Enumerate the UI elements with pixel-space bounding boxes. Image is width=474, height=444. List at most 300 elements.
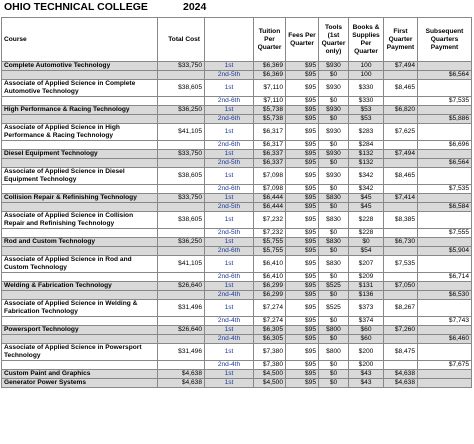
cell-term: 1st: [205, 379, 254, 388]
cell-tuition: $7,274: [254, 317, 286, 326]
col-subsequent-payment: Subsequent Quarters Payment: [418, 18, 472, 62]
cell-tools: $0: [319, 141, 349, 150]
cell-subsequent-payment: $6,564: [418, 71, 472, 80]
col-tuition: Tuition Per Quarter: [254, 18, 286, 62]
cell-books: $342: [349, 185, 384, 194]
cell-first-payment: [384, 247, 418, 256]
cell-term: 2nd-5th: [205, 159, 254, 168]
col-first-payment: First Quarter Payment: [384, 18, 418, 62]
table-row: [2, 300, 472, 317]
cell-books: $132: [349, 150, 384, 159]
cell-first-payment: $8,475: [384, 344, 418, 361]
cell-term: 1st: [205, 194, 254, 203]
cell-tools: $0: [319, 159, 349, 168]
cell-subsequent-payment: $7,555: [418, 229, 472, 238]
cell-course: Powersport Technology: [2, 326, 158, 335]
cell-course: [2, 291, 158, 300]
cell-course: Associate of Applied Science in Welding & Fabrication Technology: [2, 300, 158, 317]
cell-course: [2, 247, 158, 256]
cell-subsequent-payment: [418, 168, 472, 185]
cell-first-payment: [384, 291, 418, 300]
cell-tuition: $4,500: [254, 370, 286, 379]
cell-subsequent-payment: [418, 379, 472, 388]
cell-subsequent-payment: [418, 238, 472, 247]
cell-tools: $0: [319, 370, 349, 379]
cell-first-payment: $6,730: [384, 238, 418, 247]
cell-first-payment: [384, 71, 418, 80]
cell-subsequent-payment: [418, 150, 472, 159]
cell-course: Associate of Applied Science in Powersport Technology: [2, 344, 158, 361]
cell-first-payment: [384, 335, 418, 344]
cell-first-payment: [384, 159, 418, 168]
table-row: [2, 106, 472, 115]
page-header: [0, 0, 474, 17]
cell-first-payment: $4,638: [384, 370, 418, 379]
cell-tools: $0: [319, 115, 349, 124]
cell-term: 1st: [205, 168, 254, 185]
cell-term: 1st: [205, 238, 254, 247]
cell-course: [2, 229, 158, 238]
cell-books: $0: [349, 238, 384, 247]
cell-books: $283: [349, 124, 384, 141]
cell-tools: $0: [319, 71, 349, 80]
table-row: [2, 71, 472, 80]
cell-first-payment: [384, 317, 418, 326]
cell-fees: $95: [286, 291, 319, 300]
cell-subsequent-payment: $6,564: [418, 159, 472, 168]
cell-fees: $95: [286, 194, 319, 203]
cell-books: $43: [349, 370, 384, 379]
cell-subsequent-payment: [418, 282, 472, 291]
cell-first-payment: $4,638: [384, 379, 418, 388]
cell-first-payment: $7,494: [384, 62, 418, 71]
table-row: [2, 150, 472, 159]
cell-fees: $95: [286, 124, 319, 141]
cell-tools: $0: [319, 203, 349, 212]
cell-total-cost: $33,750: [158, 150, 205, 159]
cell-tools: $930: [319, 106, 349, 115]
cell-books: $228: [349, 229, 384, 238]
cell-fees: $95: [286, 80, 319, 97]
cell-course: Complete Automotive Technology: [2, 62, 158, 71]
cell-tools: $0: [319, 247, 349, 256]
cell-subsequent-payment: $7,675: [418, 361, 472, 370]
cell-tuition: $7,232: [254, 229, 286, 238]
cell-fees: $95: [286, 370, 319, 379]
cell-course: Associate of Applied Science in High Performance & Racing Technology: [2, 124, 158, 141]
cell-tools: $0: [319, 379, 349, 388]
year-label: 2024: [183, 1, 207, 13]
table-row: [2, 62, 472, 71]
table-row: [2, 317, 472, 326]
cell-term: 2nd-4th: [205, 361, 254, 370]
cell-books: $60: [349, 335, 384, 344]
cell-subsequent-payment: [418, 370, 472, 379]
cell-subsequent-payment: [418, 194, 472, 203]
cell-books: $200: [349, 344, 384, 361]
cell-total-cost: [158, 203, 205, 212]
cell-tools: $930: [319, 62, 349, 71]
cell-tools: $830: [319, 256, 349, 273]
cell-subsequent-payment: [418, 326, 472, 335]
cell-fees: $95: [286, 344, 319, 361]
cell-total-cost: [158, 361, 205, 370]
col-tools: Tools (1st Quarter only): [319, 18, 349, 62]
table-row: [2, 344, 472, 361]
cell-subsequent-payment: $7,535: [418, 97, 472, 106]
cell-course: Custom Paint and Graphics: [2, 370, 158, 379]
cell-total-cost: $4,638: [158, 370, 205, 379]
table-row: [2, 203, 472, 212]
table-row: [2, 97, 472, 106]
cell-tuition: $6,317: [254, 141, 286, 150]
cell-fees: $95: [286, 62, 319, 71]
cell-tuition: $7,380: [254, 344, 286, 361]
cell-tuition: $7,232: [254, 212, 286, 229]
cell-subsequent-payment: [418, 212, 472, 229]
table-row: [2, 256, 472, 273]
cell-tools: $0: [319, 291, 349, 300]
table-row: [2, 168, 472, 185]
cell-first-payment: $8,267: [384, 300, 418, 317]
cell-books: $45: [349, 194, 384, 203]
cell-fees: $95: [286, 238, 319, 247]
cell-fees: $95: [286, 300, 319, 317]
cell-course: Rod and Custom Technology: [2, 238, 158, 247]
cell-fees: $95: [286, 71, 319, 80]
cell-term: 2nd-4th: [205, 291, 254, 300]
cell-books: $132: [349, 159, 384, 168]
cell-course: Welding & Fabrication Technology: [2, 282, 158, 291]
cell-tuition: $7,110: [254, 80, 286, 97]
cell-fees: $95: [286, 141, 319, 150]
cell-subsequent-payment: [418, 300, 472, 317]
school-name: OHIO TECHNICAL COLLEGE: [4, 1, 148, 13]
cell-tuition: $5,755: [254, 238, 286, 247]
cell-course: [2, 141, 158, 150]
cell-first-payment: [384, 203, 418, 212]
cell-tuition: $7,110: [254, 97, 286, 106]
cell-first-payment: $8,465: [384, 168, 418, 185]
cell-books: $228: [349, 212, 384, 229]
cell-subsequent-payment: [418, 80, 472, 97]
cell-tuition: $6,299: [254, 291, 286, 300]
cell-subsequent-payment: [418, 106, 472, 115]
cell-fees: $95: [286, 256, 319, 273]
cell-books: 100: [349, 62, 384, 71]
cell-term: 1st: [205, 62, 254, 71]
cell-term: 2nd-6th: [205, 141, 254, 150]
cell-subsequent-payment: $7,535: [418, 185, 472, 194]
cell-fees: $95: [286, 317, 319, 326]
cell-books: 100: [349, 71, 384, 80]
cell-term: 1st: [205, 150, 254, 159]
table-row: [2, 229, 472, 238]
cell-term: 2nd-4th: [205, 335, 254, 344]
cell-tuition: $6,369: [254, 71, 286, 80]
cell-term: 2nd-5th: [205, 71, 254, 80]
cell-total-cost: $26,640: [158, 326, 205, 335]
table-row: [2, 379, 472, 388]
cell-term: 2nd-5th: [205, 229, 254, 238]
cell-total-cost: $36,250: [158, 238, 205, 247]
table-row: [2, 282, 472, 291]
cell-tools: $930: [319, 150, 349, 159]
col-fees: Fees Per Quarter: [286, 18, 319, 62]
cell-fees: $95: [286, 282, 319, 291]
cell-total-cost: [158, 71, 205, 80]
cell-tuition: $7,098: [254, 168, 286, 185]
cell-total-cost: [158, 159, 205, 168]
cell-tuition: $5,738: [254, 115, 286, 124]
cell-books: $200: [349, 361, 384, 370]
cell-books: $53: [349, 106, 384, 115]
cell-first-payment: [384, 185, 418, 194]
cell-fees: $95: [286, 273, 319, 282]
cell-fees: $95: [286, 247, 319, 256]
cell-total-cost: [158, 141, 205, 150]
cell-course: [2, 361, 158, 370]
col-term: [205, 18, 254, 62]
cell-course: [2, 203, 158, 212]
cell-term: 2nd-6th: [205, 185, 254, 194]
cell-tuition: $6,305: [254, 335, 286, 344]
cell-subsequent-payment: [418, 344, 472, 361]
cell-tuition: $6,337: [254, 159, 286, 168]
cell-term: 1st: [205, 80, 254, 97]
cell-books: $209: [349, 273, 384, 282]
cell-books: $53: [349, 115, 384, 124]
cell-first-payment: $7,260: [384, 326, 418, 335]
cell-course: [2, 273, 158, 282]
cell-tools: $830: [319, 212, 349, 229]
cell-term: 2nd-4th: [205, 317, 254, 326]
cell-tuition: $4,500: [254, 379, 286, 388]
table-row: [2, 247, 472, 256]
cell-tuition: $6,410: [254, 256, 286, 273]
col-total-cost: Total Cost: [158, 18, 205, 62]
cell-tuition: $6,337: [254, 150, 286, 159]
cell-fees: $95: [286, 168, 319, 185]
cell-fees: $95: [286, 159, 319, 168]
cell-tools: $0: [319, 273, 349, 282]
cell-term: 2nd-6th: [205, 115, 254, 124]
table-row: [2, 335, 472, 344]
cell-term: 1st: [205, 282, 254, 291]
table-row: [2, 326, 472, 335]
table-row: [2, 80, 472, 97]
cell-total-cost: $41,105: [158, 124, 205, 141]
cell-tuition: $5,755: [254, 247, 286, 256]
cell-term: 1st: [205, 124, 254, 141]
cell-books: $373: [349, 300, 384, 317]
cell-books: $284: [349, 141, 384, 150]
cell-course: [2, 335, 158, 344]
cell-term: 2nd-6th: [205, 97, 254, 106]
cell-course: Associate of Applied Science in Diesel Equipment Technology: [2, 168, 158, 185]
cell-tuition: $5,738: [254, 106, 286, 115]
cell-tools: $930: [319, 168, 349, 185]
cell-term: 1st: [205, 370, 254, 379]
cell-term: 2nd-6th: [205, 273, 254, 282]
cell-tools: $0: [319, 335, 349, 344]
cell-total-cost: $31,496: [158, 344, 205, 361]
cell-books: $54: [349, 247, 384, 256]
cell-course: [2, 317, 158, 326]
cell-total-cost: $38,605: [158, 80, 205, 97]
cell-total-cost: $31,496: [158, 300, 205, 317]
cell-fees: $95: [286, 335, 319, 344]
cell-total-cost: $26,640: [158, 282, 205, 291]
cell-total-cost: [158, 185, 205, 194]
cell-subsequent-payment: $6,714: [418, 273, 472, 282]
cell-course: Associate of Applied Science in Rod and Custom Technology: [2, 256, 158, 273]
cell-first-payment: $8,385: [384, 212, 418, 229]
cell-tools: $0: [319, 229, 349, 238]
cell-tools: $830: [319, 194, 349, 203]
table-row: [2, 361, 472, 370]
cell-first-payment: $7,050: [384, 282, 418, 291]
cell-tools: $930: [319, 124, 349, 141]
cell-books: $374: [349, 317, 384, 326]
cell-tuition: $6,369: [254, 62, 286, 71]
cell-term: 1st: [205, 344, 254, 361]
cell-term: 1st: [205, 106, 254, 115]
cell-first-payment: $7,625: [384, 124, 418, 141]
cell-first-payment: [384, 229, 418, 238]
cell-fees: $95: [286, 229, 319, 238]
cell-subsequent-payment: [418, 256, 472, 273]
cell-total-cost: $38,605: [158, 168, 205, 185]
cell-fees: $95: [286, 106, 319, 115]
cell-tools: $800: [319, 344, 349, 361]
cell-tools: $525: [319, 282, 349, 291]
cell-course: Associate of Applied Science in Complete Automotive Technology: [2, 80, 158, 97]
cell-fees: $95: [286, 150, 319, 159]
cell-books: $45: [349, 203, 384, 212]
cell-books: $131: [349, 282, 384, 291]
cell-subsequent-payment: $6,584: [418, 203, 472, 212]
cell-tuition: $7,274: [254, 300, 286, 317]
cell-first-payment: $8,465: [384, 80, 418, 97]
cell-tuition: $6,444: [254, 194, 286, 203]
cell-fees: $95: [286, 212, 319, 229]
cell-term: 1st: [205, 326, 254, 335]
cell-subsequent-payment: [418, 124, 472, 141]
cell-tools: $525: [319, 300, 349, 317]
cell-subsequent-payment: $6,696: [418, 141, 472, 150]
cell-course: Collision Repair & Refinishing Technology: [2, 194, 158, 203]
cell-total-cost: [158, 317, 205, 326]
cell-term: 1st: [205, 212, 254, 229]
cell-subsequent-payment: $5,886: [418, 115, 472, 124]
cell-first-payment: $7,494: [384, 150, 418, 159]
cell-total-cost: [158, 335, 205, 344]
cell-fees: $95: [286, 97, 319, 106]
table-row: [2, 238, 472, 247]
cell-total-cost: [158, 115, 205, 124]
cell-total-cost: [158, 273, 205, 282]
table-row: [2, 124, 472, 141]
cell-term: 1st: [205, 300, 254, 317]
table-row: [2, 141, 472, 150]
cell-first-payment: [384, 141, 418, 150]
cell-books: $330: [349, 80, 384, 97]
cell-subsequent-payment: $7,743: [418, 317, 472, 326]
cell-first-payment: $7,535: [384, 256, 418, 273]
cell-total-cost: $36,250: [158, 106, 205, 115]
cell-tools: $0: [319, 361, 349, 370]
col-books: Books & Supplies Per Quarter: [349, 18, 384, 62]
cell-books: $342: [349, 168, 384, 185]
cell-course: Diesel Equipment Technology: [2, 150, 158, 159]
cell-total-cost: $33,750: [158, 194, 205, 203]
cell-tools: $0: [319, 185, 349, 194]
cell-course: Generator Power Systems: [2, 379, 158, 388]
table-row: [2, 212, 472, 229]
cell-subsequent-payment: $6,460: [418, 335, 472, 344]
cell-total-cost: [158, 97, 205, 106]
cell-books: $330: [349, 97, 384, 106]
cell-term: 2nd-6th: [205, 247, 254, 256]
cell-tuition: $6,410: [254, 273, 286, 282]
cell-tools: $800: [319, 326, 349, 335]
cell-fees: $95: [286, 326, 319, 335]
cell-fees: $95: [286, 379, 319, 388]
cell-course: [2, 115, 158, 124]
cell-course: Associate of Applied Science in Collision Repair and Refinishing Technology: [2, 212, 158, 229]
cell-tuition: $7,098: [254, 185, 286, 194]
cell-subsequent-payment: $6,530: [418, 291, 472, 300]
table-row: [2, 291, 472, 300]
cell-first-payment: $6,820: [384, 106, 418, 115]
cell-course: [2, 185, 158, 194]
table-row: [2, 185, 472, 194]
cell-total-cost: $41,105: [158, 256, 205, 273]
cell-term: 2nd-5th: [205, 203, 254, 212]
cell-tuition: $7,380: [254, 361, 286, 370]
cell-fees: $95: [286, 203, 319, 212]
tuition-table: [1, 17, 472, 388]
cell-course: High Performance & Racing Technology: [2, 106, 158, 115]
cell-total-cost: $38,605: [158, 212, 205, 229]
table-row: [2, 159, 472, 168]
col-course: Course: [2, 18, 158, 62]
table-row: [2, 370, 472, 379]
cell-first-payment: [384, 115, 418, 124]
cell-total-cost: $4,638: [158, 379, 205, 388]
cell-books: $136: [349, 291, 384, 300]
cell-fees: $95: [286, 361, 319, 370]
cell-books: $60: [349, 326, 384, 335]
cell-tuition: $6,299: [254, 282, 286, 291]
cell-tools: $0: [319, 317, 349, 326]
cell-books: $43: [349, 379, 384, 388]
cell-tools: $930: [319, 80, 349, 97]
cell-tuition: $6,317: [254, 124, 286, 141]
cell-course: [2, 71, 158, 80]
cell-course: [2, 97, 158, 106]
cell-fees: $95: [286, 185, 319, 194]
cell-tools: $830: [319, 238, 349, 247]
table-row: [2, 194, 472, 203]
cell-total-cost: [158, 291, 205, 300]
cell-total-cost: [158, 247, 205, 256]
cell-total-cost: [158, 229, 205, 238]
cell-total-cost: $33,750: [158, 62, 205, 71]
cell-subsequent-payment: $5,904: [418, 247, 472, 256]
cell-tuition: $6,305: [254, 326, 286, 335]
